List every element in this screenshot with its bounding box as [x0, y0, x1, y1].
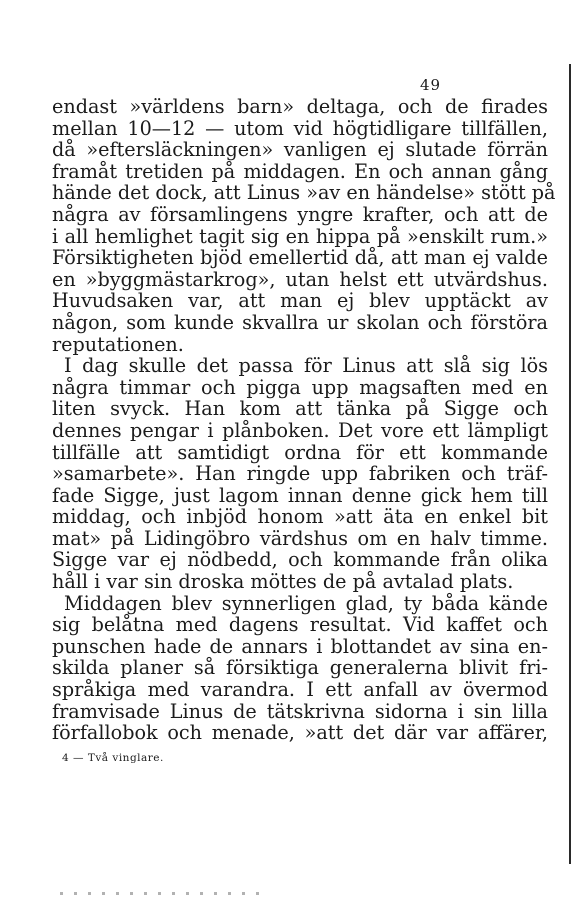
text-line: en »byggmästarkrog», utan helst ett utvärdshus.: [52, 267, 548, 291]
text-line: mat» på Lidingöbro värdshus om en halv timme.: [52, 526, 548, 550]
text-line: punschen hade de annars i blottandet av sina en-: [52, 634, 548, 658]
text-line: I dag skulle det passa för Linus att slå sig lös: [64, 354, 548, 378]
text-line: Försiktigheten bjöd emellertid då, att man ej valde: [52, 246, 548, 270]
text-line: reputationen.: [52, 332, 184, 356]
text-line: tillfälle att samtidigt ordna för ett kommande: [52, 440, 548, 464]
text-line: fade Sigge, just lagom innan denne gick hem till: [52, 483, 548, 507]
page-number: 49: [420, 76, 442, 94]
text-line: någon, som kunde skvallra ur skolan och förstöra: [52, 310, 548, 334]
scan-specks: [60, 892, 260, 895]
text-line: Huvudsaken var, att man ej blev upptäckt av: [52, 289, 548, 313]
text-line: förfallobok och menade, »att det där var affärer,: [52, 721, 548, 745]
text-line: mellan 10—12 — utom vid högtidligare tillfällen,: [52, 116, 548, 140]
text-line: då »eftersläckningen» vanligen ej slutade förrän: [52, 138, 548, 162]
page-edge-line: [569, 64, 571, 864]
text-line: skilda planer så försiktiga generalerna blivit fri-: [52, 656, 548, 680]
text-line: hände det dock, att Linus »av en händelse» stött på: [52, 181, 556, 205]
text-line: några av församlingens yngre krafter, och att de: [52, 202, 548, 226]
text-line: håll i var sin droska möttes de på avtalad plats.: [52, 570, 514, 594]
text-line: några timmar och pigga upp magsaften med en: [52, 375, 548, 399]
text-line: sig belåtna med dagens resultat. Vid kaffet och: [52, 613, 548, 637]
text-line: framvisade Linus de tätskrivna sidorna i sin lilla: [52, 699, 548, 723]
text-line: Middagen blev synnerligen glad, ty båda kände: [64, 591, 548, 615]
text-line: liten svyck. Han kom att tänka på Sigge och: [52, 397, 548, 421]
text-line: dennes pengar i plånboken. Det vore ett lämpligt: [52, 418, 548, 442]
text-line: endast »världens barn» deltaga, och de firades: [52, 95, 548, 118]
text-line: middag, och inbjöd honom »att äta en enkel bit: [52, 505, 548, 529]
text-line: framåt tretiden på middagen. En och annan gång: [52, 159, 548, 183]
text-line: i all hemlighet tagit sig en hippa på »enskilt rum.»: [52, 224, 548, 248]
body-text: [52, 95, 556, 745]
text-line: Sigge var ej nödbedd, och kommande från olika: [52, 548, 548, 572]
text-line: språkiga med varandra. I ett anfall av övermod: [52, 678, 548, 702]
page-footer: 4 — Två vinglare.: [62, 752, 164, 764]
text-line: »samarbete». Han ringde upp fabriken och träf-: [52, 462, 548, 486]
